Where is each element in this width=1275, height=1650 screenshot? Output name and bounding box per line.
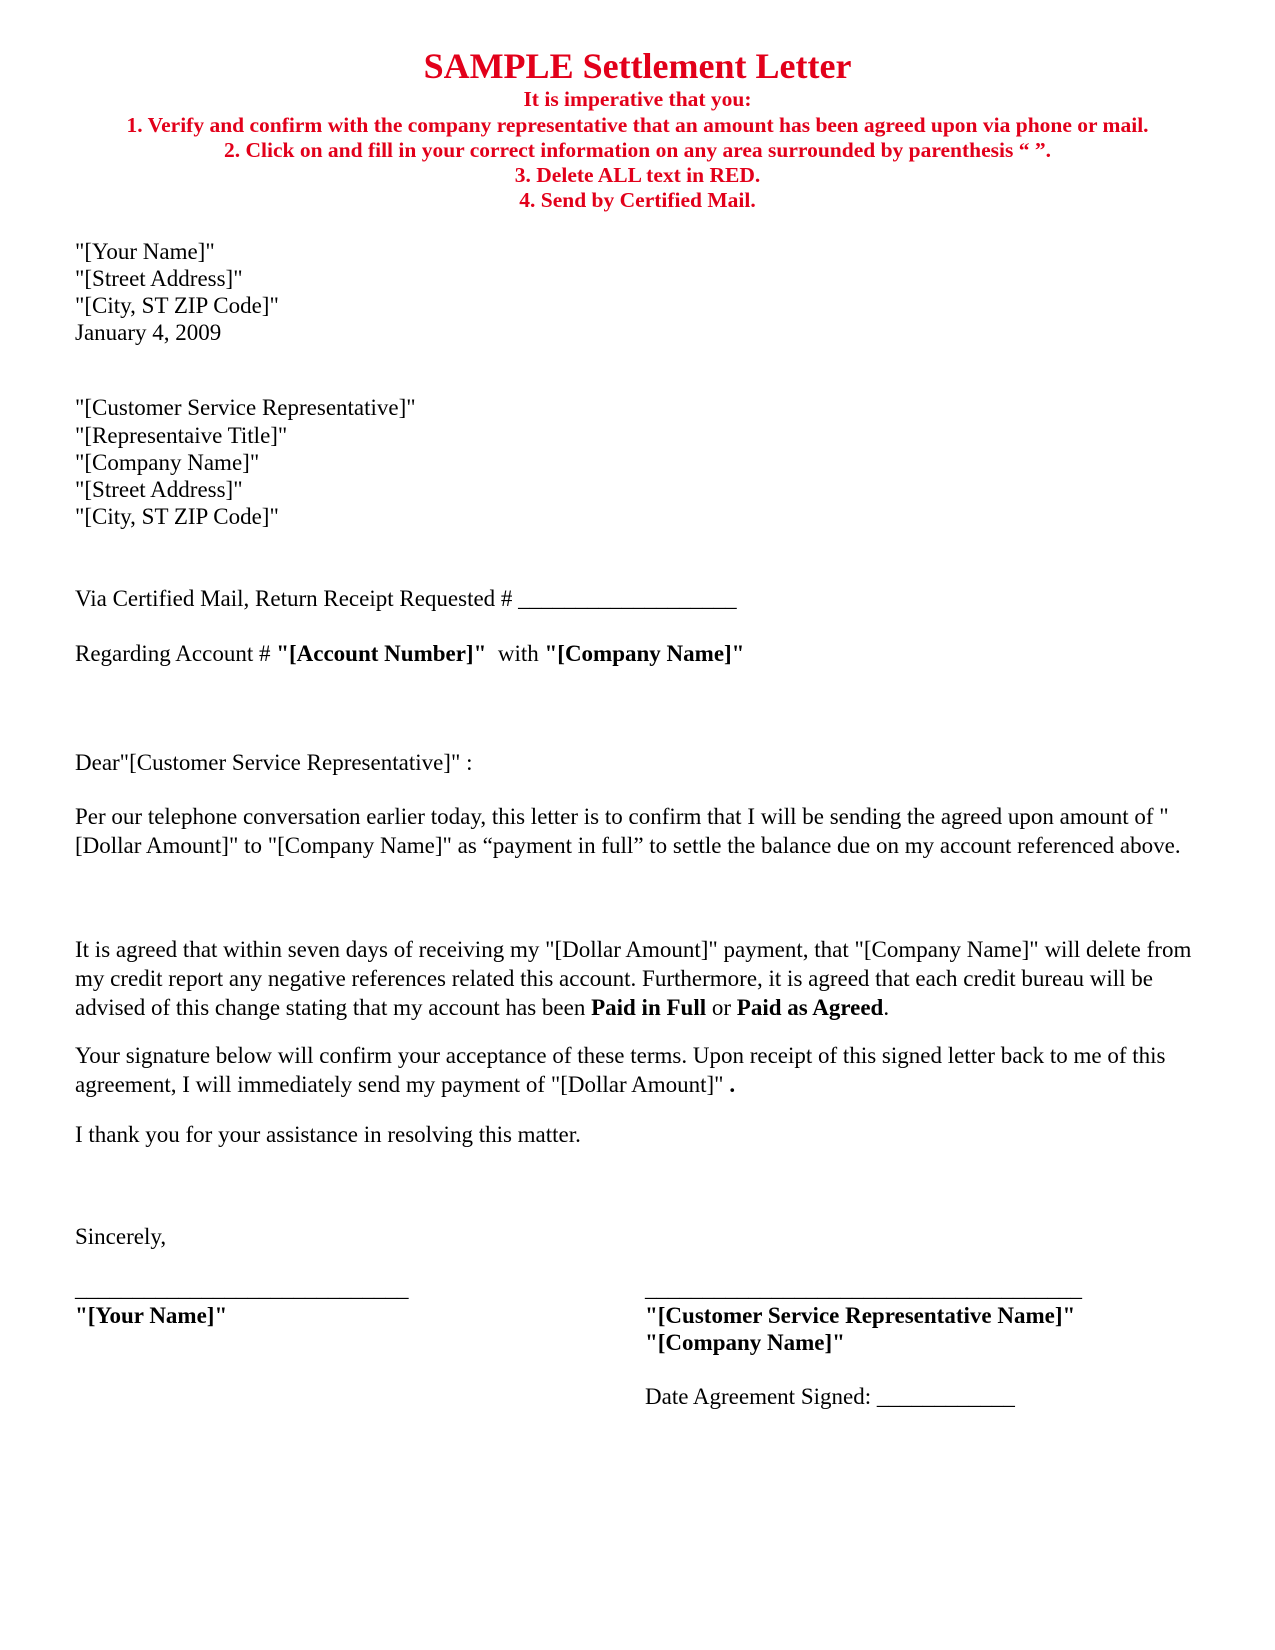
paragraph-signature-end: .: [729, 1072, 736, 1097]
paid-as-agreed-text: Paid as Agreed: [736, 995, 884, 1020]
paragraph-agreement-or: or: [706, 995, 737, 1020]
recipient-city[interactable]: "[City, ST ZIP Code]": [75, 504, 279, 529]
representative-company[interactable]: "[Company Name]": [645, 1330, 845, 1355]
recipient-title[interactable]: "[Representaive Title]": [75, 423, 288, 448]
regarding-prefix: Regarding Account #: [75, 641, 277, 666]
date-signed-label: Date Agreement Signed:: [645, 1384, 877, 1409]
your-signature-line[interactable]: _____________________________: [75, 1276, 409, 1301]
paragraph-signature-text: Your signature below will confirm your acceptance of these terms. Upon receipt of this signed letter back to me of this agreement, I will immediately send my payment of "[Dollar Amount]": [75, 1043, 1166, 1097]
instructions-subtitle: It is imperative that you:: [523, 87, 752, 111]
representative-signature-line[interactable]: ______________________________________: [645, 1276, 1082, 1301]
instruction-step-1: 1. Verify and confirm with the company representative that an amount has been agreed upon via phone or mail.: [126, 113, 1149, 137]
instruction-step-4: 4. Send by Certified Mail.: [519, 188, 756, 212]
paragraph-signature-terms: [75, 1041, 1205, 1099]
signer-name[interactable]: "[Your Name]": [75, 1303, 228, 1328]
paragraph-agreement-text: It is agreed that within seven days of receiving my "[Dollar Amount]" payment, that "[Company Name]" will delete from my credit report any negative references related this account. Furthermore, it is agreed that each credit bureau will be advised of this change stating that my account has been: [75, 937, 1192, 1020]
date-signed-blank[interactable]: ____________: [876, 1384, 1015, 1409]
receipt-number-blank[interactable]: ___________________: [518, 586, 737, 611]
sender-street[interactable]: "[Street Address]": [75, 266, 243, 291]
recipient-company[interactable]: "[Company Name]": [75, 450, 260, 475]
account-number-field[interactable]: "[Account Number]": [276, 641, 487, 666]
recipient-street[interactable]: "[Street Address]": [75, 477, 243, 502]
instruction-step-2: 2. Click on and fill in your correct information on any area surrounded by parenthesis “ ”.: [223, 138, 1052, 162]
regarding-line: [75, 639, 744, 668]
paid-in-full-text: Paid in Full: [591, 995, 707, 1020]
paragraph-thanks: I thank you for your assistance in resolving this matter.: [75, 1122, 581, 1147]
regarding-company-field[interactable]: "[Company Name]": [544, 641, 745, 666]
certified-mail-line: [75, 584, 737, 613]
instruction-step-3: 3. Delete ALL text in RED.: [514, 163, 761, 187]
paragraph-agreement: [75, 935, 1205, 1022]
salutation: Dear"[Customer Service Representative]" :: [75, 750, 473, 775]
recipient-rep[interactable]: "[Customer Service Representative]": [75, 395, 416, 420]
sender-city[interactable]: "[City, ST ZIP Code]": [75, 293, 279, 318]
document-title: SAMPLE Settlement Letter: [423, 46, 852, 86]
paragraph-agreement-end: .: [883, 995, 890, 1020]
letter-date: January 4, 2009: [75, 320, 222, 345]
representative-name[interactable]: "[Customer Service Representative Name]": [645, 1303, 1076, 1328]
closing: Sincerely,: [75, 1224, 167, 1249]
sender-name[interactable]: "[Your Name]": [75, 239, 215, 264]
certified-mail-label: Via Certified Mail, Return Receipt Requested #: [75, 586, 519, 611]
regarding-with: with: [486, 641, 545, 666]
date-signed-line: [645, 1382, 1015, 1411]
paragraph-confirmation: Per our telephone conversation earlier today, this letter is to confirm that I will be sending the agreed upon amount of "[Dollar Amount]" to "[Company Name]" as “payment in full” to settle the balance due on my account referenced above.: [75, 804, 1181, 858]
